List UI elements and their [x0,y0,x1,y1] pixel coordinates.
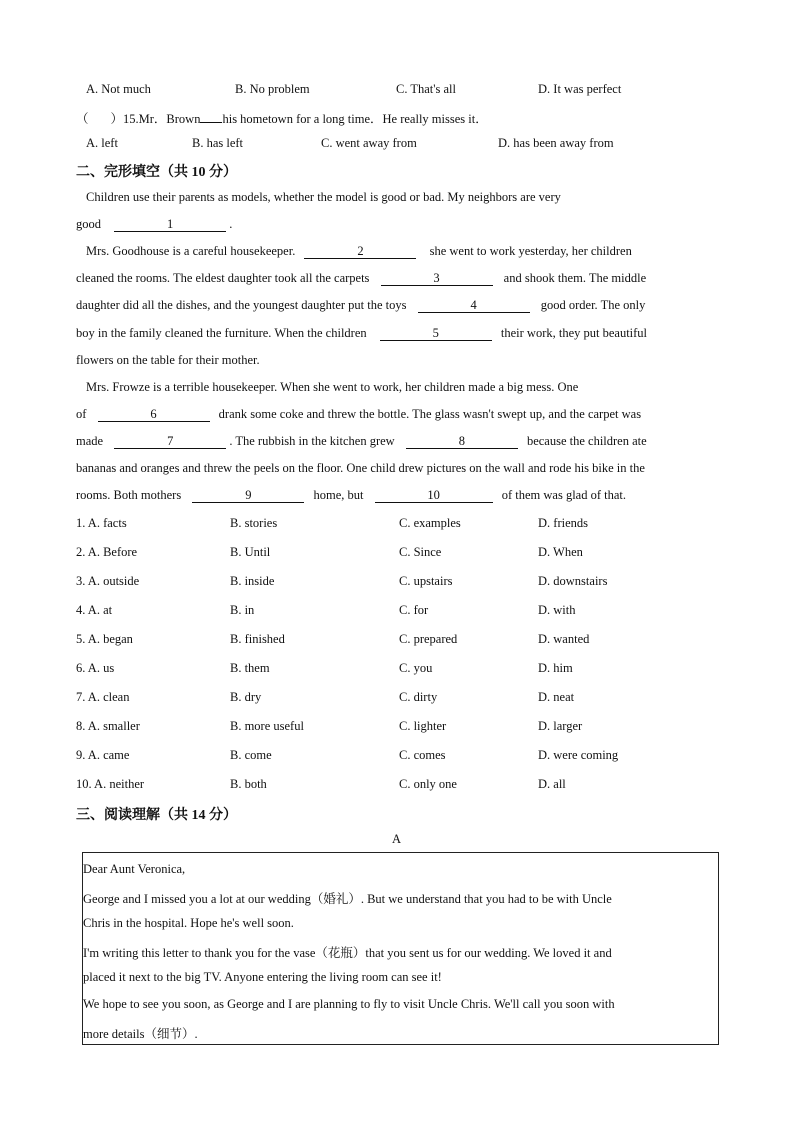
letter-line: more details（细节）. [83,1027,198,1041]
cloze-blank-4[interactable]: 4 [418,299,530,313]
letter-box [82,852,719,1045]
cloze-option: D. friends [538,516,588,530]
cloze-option: B. inside [230,574,275,588]
letter-line: Chris in the hospital. Hope he's well soon. [83,916,294,930]
cloze-blank-8[interactable]: 8 [406,435,518,449]
section3-title: 三、阅读理解（共 14 分） [76,808,237,823]
cloze-p1-line2 [76,217,232,232]
cloze-text: of [76,407,87,421]
letter-line: placed it next to the big TV. Anyone entering the living room can see it! [83,970,442,984]
cloze-blank-7[interactable]: 7 [114,435,226,449]
q15-paren-open: （ [76,112,89,126]
letter-line: Dear Aunt Veronica, [83,862,186,876]
cloze-text: . The rubbish in the kitchen grew [229,434,395,448]
cloze-option: D. wanted [538,632,590,646]
cloze-option: D. downstairs [538,574,608,588]
cloze-option: 2. A. Before [76,545,138,559]
cloze-blank-5[interactable]: 5 [380,327,492,341]
cloze-option: C. Since [399,545,442,559]
cloze-option: D. with [538,603,576,617]
q15-text-before: 15.Mr．Brown [123,112,201,126]
q14-option-d: D. It was perfect [538,82,622,96]
cloze-p2-line2 [76,271,646,286]
cloze-option: D. were coming [538,748,619,762]
cloze-blank-9[interactable]: 9 [192,489,304,503]
cloze-p3-line3 [76,434,647,449]
cloze-text: their work, they put beautiful [500,326,648,340]
cloze-p2-line1 [86,244,632,259]
q15-paren-close: ） [110,112,124,126]
cloze-text: because the children ate [526,434,647,448]
cloze-option: B. both [230,777,267,791]
cloze-p1-line1: Children use their parents as models, whether the model is good or bad. My neighbors are very [86,190,561,204]
q15-blank[interactable] [200,122,222,123]
cloze-option: B. Until [230,545,271,559]
cloze-text: rooms. Both mothers [76,488,182,502]
cloze-option: D. When [538,545,583,559]
cloze-option: D. larger [538,719,583,733]
q15-option-b: B. has left [192,136,244,150]
cloze-option: C. upstairs [399,574,453,588]
cloze-option: B. finished [230,632,285,646]
cloze-option: C. examples [399,516,461,530]
cloze-text: good [76,217,101,231]
cloze-option: B. come [230,748,272,762]
cloze-text: she went to work yesterday, her children [429,244,632,258]
cloze-p2-line4 [76,326,647,341]
cloze-p3-line4: bananas and oranges and threw the peels on the floor. One child drew pictures on the wall and rode his bike in the [76,461,645,475]
q14-option-c: C. That's all [396,82,457,96]
cloze-text: daughter did all the dishes, and the youngest daughter put the toys [76,298,407,312]
cloze-option: D. all [538,777,566,791]
cloze-text: home, but [313,488,364,502]
cloze-option: D. neat [538,690,575,704]
cloze-option: 4. A. at [76,603,113,617]
reading-part-label: A [392,832,402,846]
cloze-blank-2[interactable]: 2 [304,245,416,259]
cloze-blank-3[interactable]: 3 [381,272,493,286]
cloze-option: 10. A. neither [76,777,145,791]
question-15 [76,109,488,127]
cloze-blank-10[interactable]: 10 [375,489,493,503]
q14-option-b: B. No problem [235,82,310,96]
cloze-text: drank some coke and threw the bottle. The glass wasn't swept up, and the carpet was [218,407,642,421]
q15-option-d: D. has been away from [498,136,614,150]
cloze-option: B. them [230,661,270,675]
cloze-option: C. comes [399,748,446,762]
q15-text-after: his hometown for a long time．He really misses it． [222,112,488,126]
cloze-option: 8. A. smaller [76,719,140,733]
letter-line: George and I missed you a lot at our wedding（婚礼）. But we understand that you had to be with Uncle [83,892,612,906]
cloze-blank-6[interactable]: 6 [98,408,210,422]
cloze-option: B. in [230,603,255,617]
cloze-text: boy in the family cleaned the furniture. When the children [76,326,367,340]
cloze-p3-line1: Mrs. Frowze is a terrible housekeeper. When she went to work, her children made a big mess. One [86,380,579,394]
q14-option-a: A. Not much [86,82,151,96]
cloze-option: C. dirty [399,690,438,704]
cloze-option: C. for [399,603,429,617]
cloze-text: made [76,434,104,448]
cloze-option: C. you [399,661,433,675]
cloze-option: 3. A. outside [76,574,140,588]
cloze-blank-1[interactable]: 1 [114,218,226,232]
cloze-p3-line5 [76,488,626,503]
cloze-text: and shook them. The middle [503,271,647,285]
cloze-p2-line3 [76,298,645,313]
cloze-p2-line5: flowers on the table for their mother. [76,353,260,367]
cloze-option: B. dry [230,690,262,704]
cloze-text: . [229,217,233,231]
cloze-option: 5. A. began [76,632,133,646]
cloze-option: 7. A. clean [76,690,130,704]
cloze-p3-line2 [76,407,641,422]
cloze-option: D. him [538,661,573,675]
cloze-option: 9. A. came [76,748,130,762]
q15-option-a: A. left [86,136,118,150]
cloze-text: Mrs. Goodhouse is a careful housekeeper. [86,244,296,258]
cloze-option: C. only one [399,777,457,791]
cloze-option: 1. A. facts [76,516,127,530]
letter-line: We hope to see you soon, as George and I are planning to fly to visit Uncle Chris. We'll call you soon with [83,997,615,1011]
cloze-option: 6. A. us [76,661,115,675]
cloze-option: C. prepared [399,632,458,646]
q15-option-c: C. went away from [321,136,417,150]
cloze-option: C. lighter [399,719,447,733]
cloze-text: of them was glad of that. [501,488,626,502]
cloze-option: B. stories [230,516,278,530]
cloze-option: B. more useful [230,719,304,733]
letter-line: I'm writing this letter to thank you for the vase（花瓶）that you sent us for our wedding. We loved it and [83,946,612,960]
cloze-text: good order. The only [540,298,646,312]
cloze-text: cleaned the rooms. The eldest daughter took all the carpets [76,271,370,285]
section2-title: 二、完形填空（共 10 分） [76,165,237,180]
